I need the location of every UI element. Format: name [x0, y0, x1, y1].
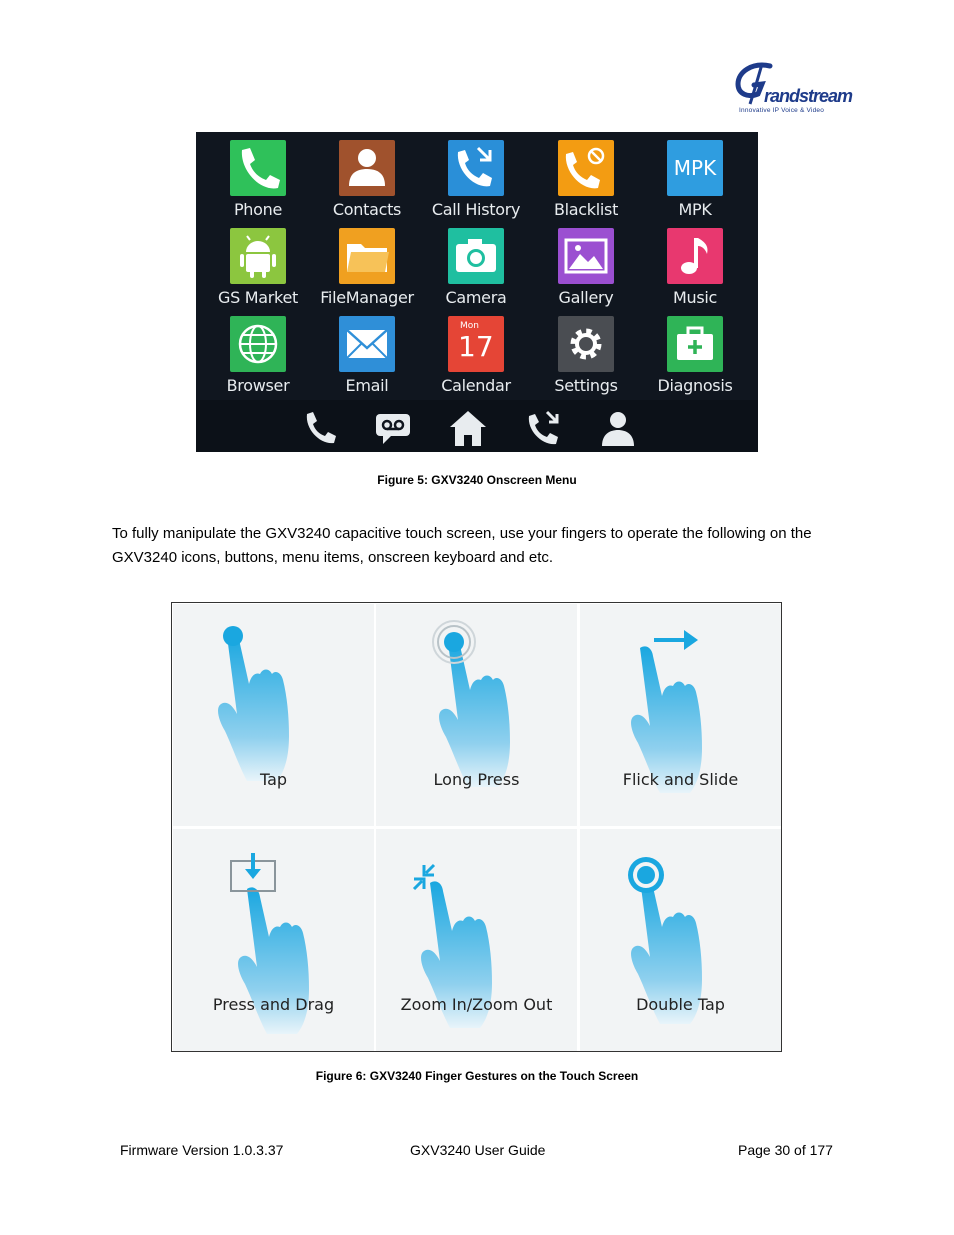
app-label: MPK: [678, 200, 712, 219]
gesture-label: Double Tap: [636, 995, 725, 1014]
gesture-cell-tap: [173, 604, 374, 826]
calendar-date: 17: [458, 330, 494, 363]
gesture-cell-flick-and-slide: [580, 604, 781, 826]
gesture-label: Flick and Slide: [622, 770, 739, 789]
app-settings[interactable]: [532, 316, 640, 395]
app-mpk[interactable]: [641, 140, 749, 219]
app-gs-market[interactable]: [204, 228, 312, 307]
contacts-icon[interactable]: [598, 408, 638, 448]
calendar-day: Mon: [460, 321, 479, 331]
onscreen-menu-screenshot: [196, 132, 758, 452]
footer-guide-title: GXV3240 User Guide: [410, 1142, 546, 1158]
diagnosis-icon: [667, 316, 723, 372]
gesture-label: Zoom In/Zoom Out: [400, 995, 553, 1014]
gesture-label: Long Press: [433, 770, 520, 789]
call-history-icon: [448, 140, 504, 196]
phone-icon[interactable]: [299, 408, 339, 448]
app-blacklist[interactable]: [532, 140, 640, 219]
app-diagnosis[interactable]: [641, 316, 749, 395]
app-label: Camera: [445, 288, 507, 307]
app-gallery[interactable]: [532, 228, 640, 307]
mpk-icon-text: MPK: [673, 156, 717, 180]
app-email[interactable]: [313, 316, 421, 395]
email-icon: [339, 316, 395, 372]
mpk-icon: [667, 140, 723, 196]
home-icon[interactable]: [448, 408, 488, 448]
app-label: GS Market: [218, 288, 298, 307]
gesture-label: Press and Drag: [212, 995, 335, 1014]
app-calendar[interactable]: [422, 316, 530, 395]
app-label: Browser: [226, 376, 290, 395]
finger-gestures-figure: [171, 602, 782, 1052]
app-label: Music: [672, 288, 718, 307]
app-camera[interactable]: [422, 228, 530, 307]
app-label: Phone: [233, 200, 283, 219]
app-label: Email: [345, 376, 389, 395]
calendar-icon: [448, 316, 504, 372]
flick-slide-gesture-icon: [580, 604, 781, 826]
gesture-cell-press-and-drag: [173, 829, 374, 1051]
app-label: Gallery: [558, 288, 614, 307]
camera-icon: [448, 228, 504, 284]
app-label: Calendar: [441, 376, 511, 395]
long-press-gesture-icon: [376, 604, 577, 826]
gesture-cell-double-tap: [580, 829, 781, 1051]
tap-gesture-icon: [173, 604, 374, 826]
app-music[interactable]: [641, 228, 749, 307]
app-label: FileManager: [320, 288, 414, 307]
call-history-icon[interactable]: [523, 408, 563, 448]
contacts-icon: [339, 140, 395, 196]
gesture-label: Tap: [259, 770, 288, 789]
press-drag-gesture-icon: [173, 829, 374, 1051]
music-icon: [667, 228, 723, 284]
app-label: Diagnosis: [657, 376, 733, 395]
voicemail-icon[interactable]: [373, 408, 413, 448]
globe-icon: [230, 316, 286, 372]
app-call-history[interactable]: [422, 140, 530, 219]
blacklist-icon: [558, 140, 614, 196]
gesture-cell-zoom-in-zoom-out: [376, 829, 577, 1051]
gear-icon: [558, 316, 614, 372]
intro-paragraph: To fully manipulate the GXV3240 capacitive touch screen, use your fingers to operate the following on the GXV3240 icons, buttons, menu items, onscreen keyboard and etc.: [112, 525, 812, 566]
footer-page-number: Page 30 of 177: [738, 1142, 833, 1158]
app-phone[interactable]: [204, 140, 312, 219]
app-label: Blacklist: [553, 200, 619, 219]
app-label: Settings: [554, 376, 618, 395]
app-label: Call History: [431, 200, 521, 219]
app-contacts[interactable]: [313, 140, 421, 219]
figure-6-caption: Figure 6: GXV3240 Finger Gestures on the Touch Screen: [315, 1069, 639, 1083]
phone-icon: [230, 140, 286, 196]
footer-firmware-version: Firmware Version 1.0.3.37: [120, 1142, 284, 1158]
app-filemanager[interactable]: [313, 228, 421, 307]
svg-text:randstream: randstream: [764, 86, 853, 106]
double-tap-gesture-icon: [580, 829, 781, 1051]
gesture-cell-long-press: [376, 604, 577, 826]
dock-bar: [196, 400, 758, 452]
zoom-gesture-icon: [376, 829, 577, 1051]
app-browser[interactable]: [204, 316, 312, 395]
folder-icon: [339, 228, 395, 284]
figure-5-caption: Figure 5: GXV3240 Onscreen Menu: [377, 473, 577, 487]
app-label: Contacts: [332, 200, 402, 219]
android-icon: [230, 228, 286, 284]
logo-tagline: Innovative IP Voice & Video: [739, 107, 825, 114]
gallery-icon: [558, 228, 614, 284]
